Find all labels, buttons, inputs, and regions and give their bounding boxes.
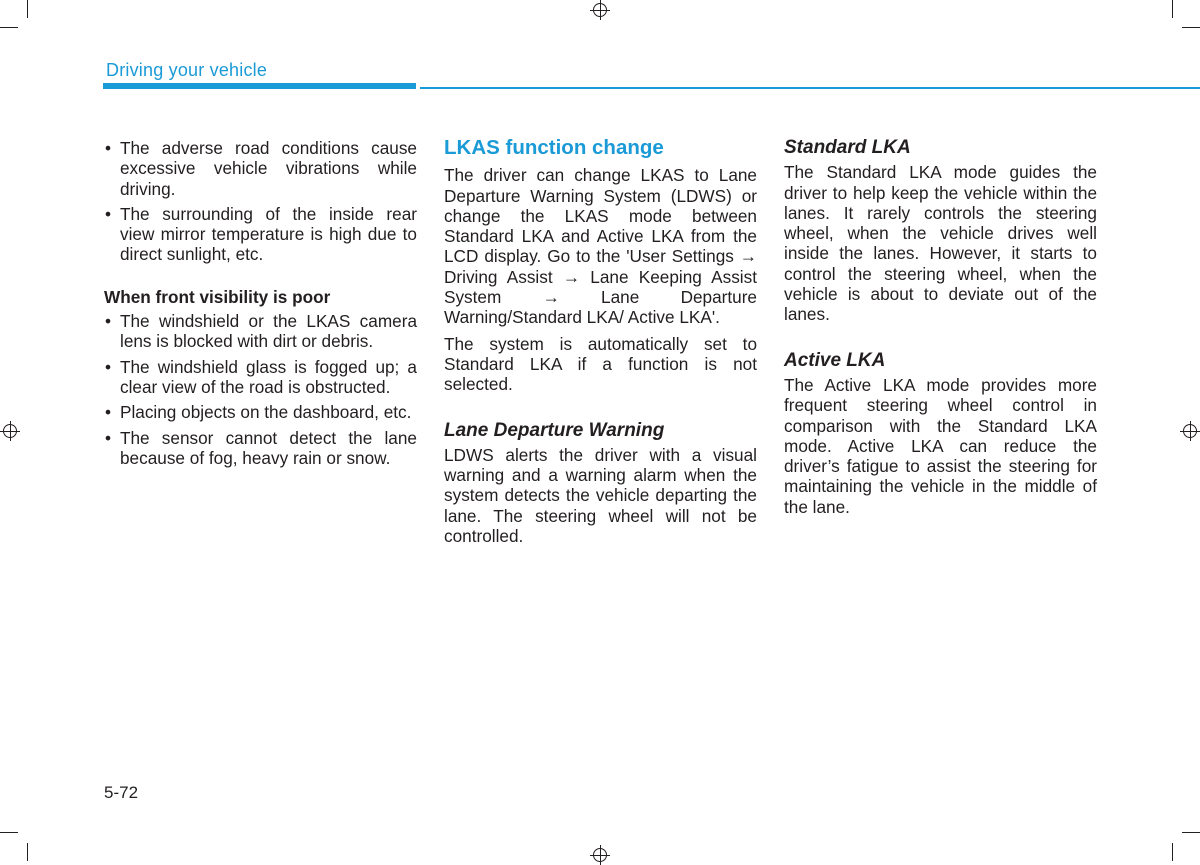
list-item: • The windshield glass is fogged up; a clear view of the road is obstructed. [104, 357, 417, 398]
bullet-list-top [104, 138, 417, 265]
crop-mark [27, 0, 28, 18]
page-number: 5-72 [104, 783, 139, 802]
paragraph: LDWS alerts the driver with a visual warning and a warning alarm when the system detects the vehicle departing the lane. The steering wheel will not be controlled. [444, 444, 757, 547]
subheading-front-visibility: When front visibility is poor [104, 286, 331, 307]
heading-lkas-function-change: LKAS function change [444, 136, 664, 159]
registration-mark-icon [590, 845, 610, 865]
list-item: • The windshield or the LKAS camera lens is blocked with dirt or debris. [104, 311, 417, 352]
bullet-list-bottom [104, 311, 417, 468]
crop-mark [1172, 0, 1173, 18]
list-item: • Placing objects on the dashboard, etc. [104, 402, 417, 422]
crop-mark [1182, 832, 1200, 833]
crop-mark [27, 843, 28, 861]
column-2 [444, 138, 757, 552]
list-item: • The surrounding of the inside rear view mirror temperature is high due to direct sunlight, etc. [104, 204, 417, 265]
paragraph: The driver can change LKAS to Lane Departure Warning System (LDWS) or change the LKAS mode between Standard LKA and Active LKA from the LCD display. Go to the 'User Settings → Driving Assist → Lane Keeping Assist System → Lane Departure Warning/Standard LKA/ Active LKA'. [444, 165, 757, 328]
column-3 [784, 138, 1097, 523]
paragraph: The system is automatically set to Standard LKA if a function is not selected. [444, 333, 757, 395]
registration-mark-icon [0, 421, 20, 441]
column-1 [104, 138, 417, 473]
registration-mark-icon [1180, 421, 1200, 441]
list-item: • The sensor cannot detect the lane because of fog, heavy rain or snow. [104, 428, 417, 469]
paragraph: The Standard LKA mode guides the driver to help keep the vehicle within the lanes. It rarely controls the steering wheel, when the vehicle drives well inside the lanes. However, it starts to control the steering wheel, when the vehicle is about to deviate out of the lanes. [784, 162, 1097, 325]
crop-mark [1172, 843, 1173, 861]
header-rule-thin [420, 87, 1200, 89]
crop-mark [1182, 27, 1200, 28]
section-title: Driving your vehicle [106, 60, 268, 80]
header-rule-thick [103, 83, 416, 89]
crop-mark [0, 832, 18, 833]
list-item: • The adverse road conditions cause excessive vehicle vibrations while driving. [104, 138, 417, 199]
subheading-standard-lka: Standard LKA [784, 137, 911, 158]
subheading-active-lka: Active LKA [784, 349, 886, 371]
subheading-lane-departure-warning: Lane Departure Warning [444, 419, 665, 441]
registration-mark-icon [590, 0, 610, 20]
crop-mark [0, 27, 18, 28]
paragraph: The Active LKA mode provides more frequent steering wheel control in comparison with the Standard LKA mode. Active LKA can reduce the driver’s fatigue to assist the steering for maintaining the vehicle in the middle of the lane. [784, 374, 1097, 517]
